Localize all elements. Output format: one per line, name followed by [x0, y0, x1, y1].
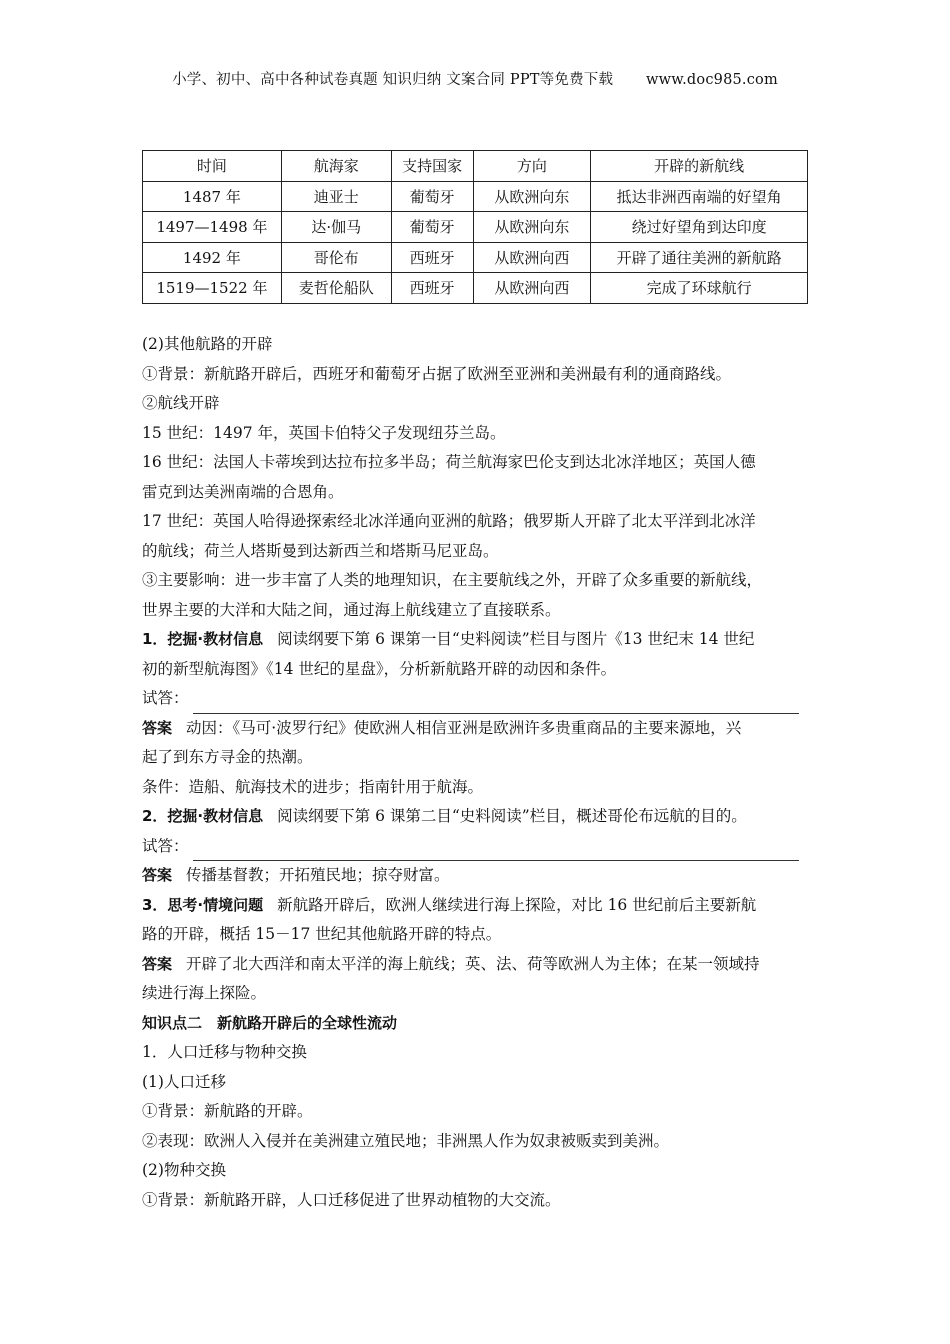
paragraph: 路的开辟，概括 15－17 世纪其他航路开辟的特点。 [142, 925, 502, 943]
answer-text: 动因：《马可·波罗行纪》使欧洲人相信亚洲是欧洲许多贵重商品的主要来源地，兴 [186, 718, 742, 737]
question-2 [142, 802, 812, 832]
paragraph: 条件：造船、航海技术的进步；指南针用于航海。 [142, 777, 484, 796]
table-cell: 哥伦布 [281, 242, 391, 273]
paragraph: 雷克到达美洲南端的合恩角。 [142, 482, 344, 501]
question-label: 3．思考·情境问题 [142, 895, 264, 914]
question-text: 阅读纲要下第 6 课第一目“史料阅读”栏目与图片《13 世纪末 14 世纪 [277, 630, 755, 648]
paragraph: 17 世纪：英国人哈得逊探索经北冰洋通向亚洲的航路；俄罗斯人开辟了北太平洋到北冰洋 [142, 512, 756, 530]
table-cell: 葡萄牙 [391, 181, 473, 212]
table-cell: 1497—1498 年 [143, 212, 282, 243]
table-header-cell: 开辟的新航线 [591, 151, 808, 182]
table-cell: 西班牙 [391, 273, 473, 304]
header-text: 小学、初中、高中各种试卷真题 知识归纳 文案合同 PPT等免费下载 [172, 72, 614, 88]
table-cell: 绕过好望角到达印度 [591, 212, 808, 243]
answer-3 [142, 950, 812, 980]
table-cell: 达·伽马 [281, 212, 391, 243]
table-cell: 1519—1522 年 [143, 273, 282, 304]
paragraph: ②航线开辟 [142, 394, 220, 412]
answer-1 [142, 714, 812, 744]
table-row [143, 181, 808, 212]
question-label: 1．挖掘·教材信息 [142, 630, 264, 648]
paragraph: ③主要影响：进一步丰富了人类的地理知识，在主要航线之外，开辟了众多重要的新航线， [142, 571, 763, 589]
paragraph: ①背景：新航路开辟后，西班牙和葡萄牙占据了欧洲至亚洲和美洲最有利的通商路线。 [142, 364, 732, 383]
table-cell: 从欧洲向东 [473, 181, 591, 212]
table-cell: 从欧洲向东 [473, 212, 591, 243]
paragraph: (1)人口迁移 [142, 1072, 226, 1091]
table-cell: 从欧洲向西 [473, 273, 591, 304]
question-text: 阅读纲要下第 6 课第二目“史料阅读”栏目，概述哥伦布远航的目的。 [277, 807, 747, 825]
table-cell: 葡萄牙 [391, 212, 473, 243]
question-3 [142, 891, 812, 921]
try-label: 试答： [142, 689, 189, 707]
table-header-cell: 支持国家 [391, 151, 473, 182]
answer-text: 传播基督教；开拓殖民地；掠夺财富。 [186, 866, 450, 884]
page-header [0, 68, 950, 89]
paragraph: ①背景：新航路的开辟。 [142, 1102, 313, 1120]
table-cell: 1487 年 [143, 181, 282, 212]
answer-blank-1 [142, 684, 812, 714]
paragraph: 的航线；荷兰人塔斯曼到达新西兰和塔斯马尼亚岛。 [142, 541, 499, 560]
answer-blank-2 [142, 832, 812, 862]
section-heading-knowledge-2: 知识点二 新航路开辟后的全球性流动 [142, 1013, 398, 1032]
table-cell: 完成了环球航行 [591, 273, 808, 304]
table-header-row [143, 151, 808, 182]
answer-text: 开辟了北大西洋和南太平洋的海上航线；英、法、荷等欧洲人为主体；在某一领域持 [186, 954, 760, 973]
paragraph: ②表现：欧洲人入侵并在美洲建立殖民地；非洲黑人作为奴隶被贩卖到美洲。 [142, 1131, 670, 1150]
answer-label: 答案 [142, 866, 173, 884]
paragraph: 1．人口迁移与物种交换 [142, 1043, 307, 1061]
answer-label: 答案 [142, 718, 173, 737]
table-row [143, 212, 808, 243]
table-cell: 抵达非洲西南端的好望角 [591, 181, 808, 212]
header-site-link[interactable]: www.doc985.com [645, 72, 778, 88]
table-header-cell: 航海家 [281, 151, 391, 182]
paragraph: 起了到东方寻金的热潮。 [142, 748, 313, 766]
table-cell: 迪亚士 [281, 181, 391, 212]
question-1 [142, 625, 812, 655]
paragraph: ①背景：新航路开辟，人口迁移促进了世界动植物的大交流。 [142, 1190, 561, 1209]
table-header-cell: 时间 [143, 151, 282, 182]
paragraph: (2)物种交换 [142, 1161, 226, 1179]
table-row [143, 273, 808, 304]
table-header-cell: 方向 [473, 151, 591, 182]
table-cell: 1492 年 [143, 242, 282, 273]
table-cell: 西班牙 [391, 242, 473, 273]
table-row [143, 242, 808, 273]
paragraph: 16 世纪：法国人卡蒂埃到达拉布拉多半岛；荷兰航海家巴伦支到达北冰洋地区；英国人德 [142, 453, 756, 471]
paragraph: 15 世纪：1497 年，英国卡伯特父子发现纽芬兰岛。 [142, 423, 506, 442]
table-cell: 麦哲伦船队 [281, 273, 391, 304]
paragraph: 初的新型航海图》《14 世纪的星盘》，分析新航路开辟的动因和条件。 [142, 659, 617, 678]
table-cell: 开辟了通往美洲的新航路 [591, 242, 808, 273]
subheading-other-routes: (2)其他航路的开辟 [142, 335, 273, 353]
paragraph: 世界主要的大洋和大陆之间，通过海上航线建立了直接联系。 [142, 600, 561, 619]
question-text: 新航路开辟后，欧洲人继续进行海上探险，对比 16 世纪前后主要新航 [277, 895, 757, 914]
answer-line[interactable] [193, 695, 799, 714]
table-cell: 从欧洲向西 [473, 242, 591, 273]
answer-line[interactable] [193, 842, 799, 861]
document-body [142, 330, 812, 1215]
answer-2 [142, 861, 812, 891]
voyages-table [142, 150, 808, 304]
question-label: 2．挖掘·教材信息 [142, 807, 264, 825]
answer-label: 答案 [142, 954, 173, 973]
paragraph: 续进行海上探险。 [142, 984, 267, 1002]
try-label: 试答： [142, 836, 189, 855]
